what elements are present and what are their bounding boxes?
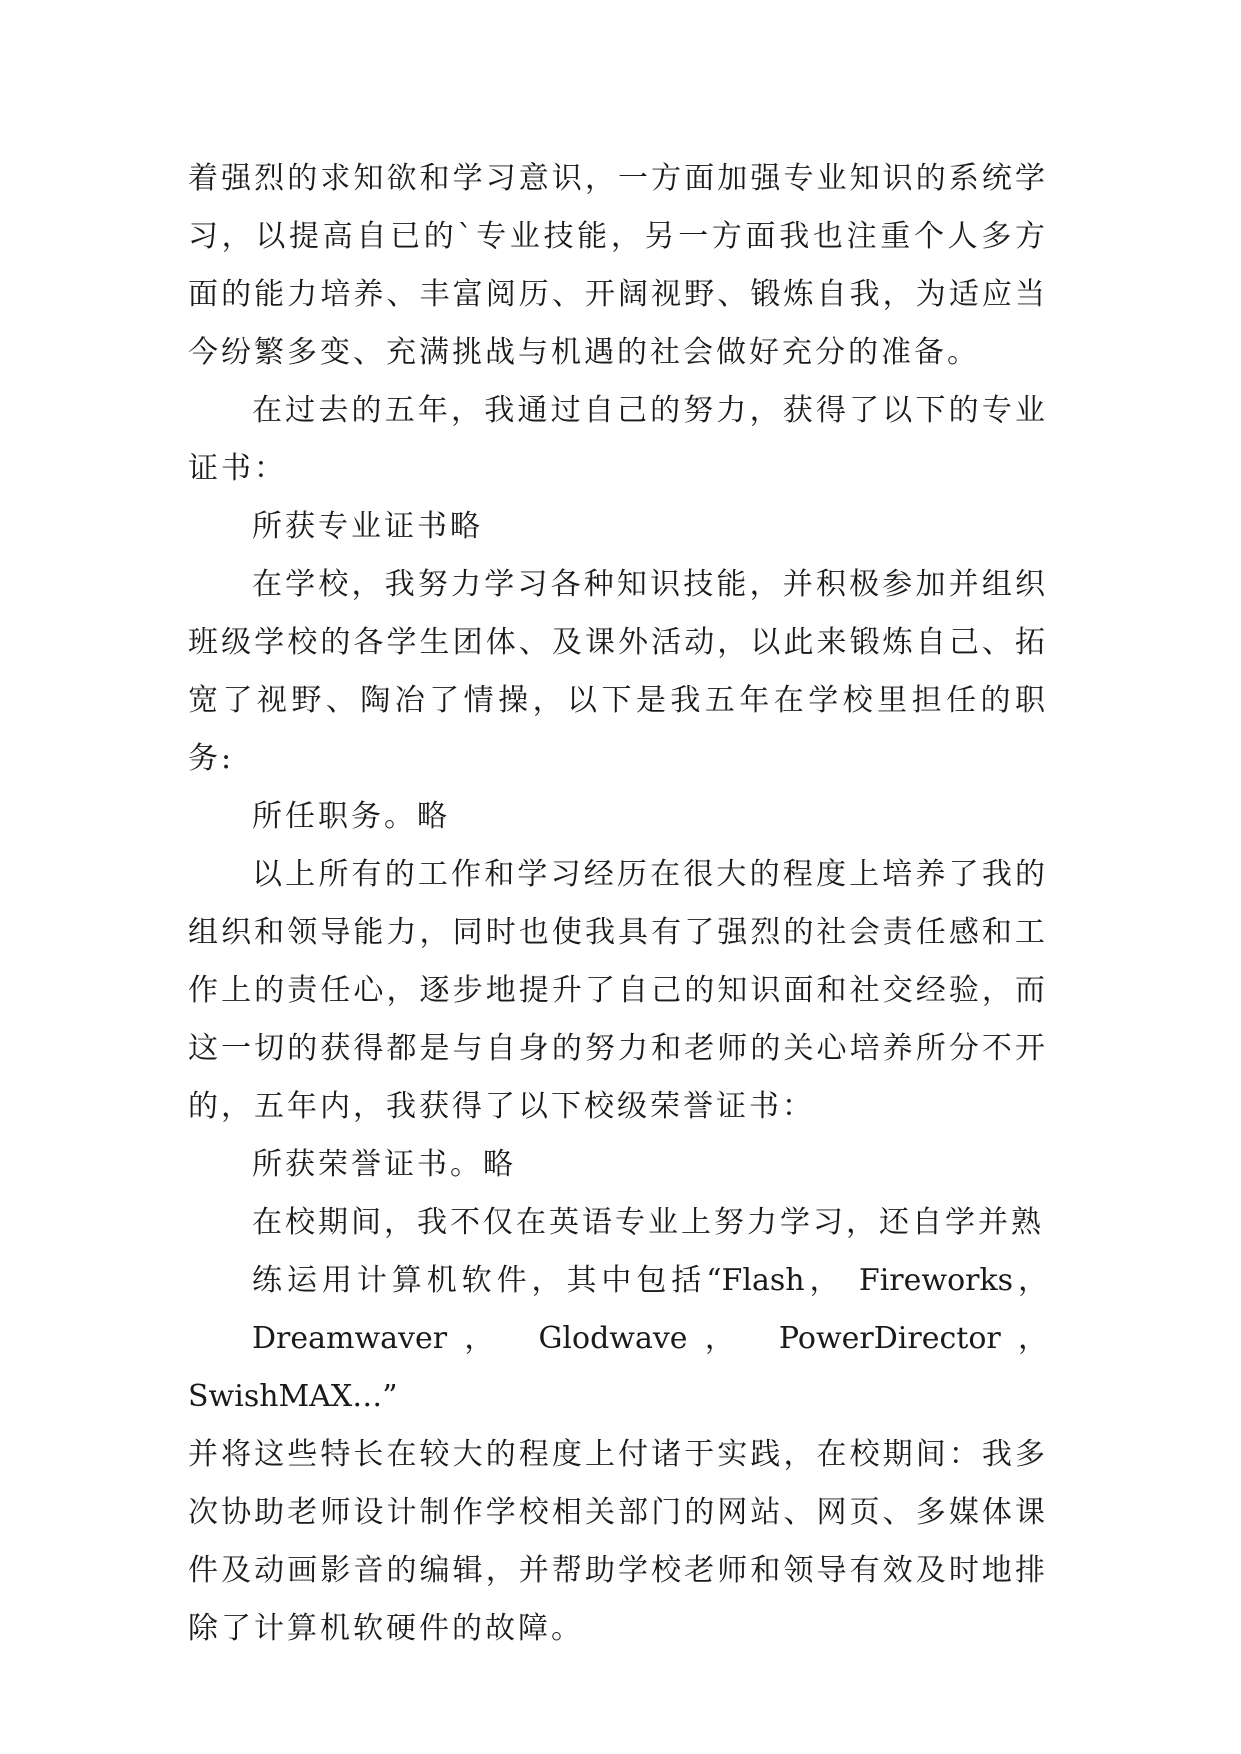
software-line-2: 练运用计算机软件，其中包括“Flash， Fireworks， [252,1263,1048,1298]
paragraph-honors-omitted: 所获荣誉证书。略 [252,1147,516,1182]
paragraph-certificates-omitted: 所获专业证书略 [252,509,483,544]
software-line-3: Dreamwaver， Glodwave， PowerDirector， SwishMAX…” [188,1321,1048,1414]
paragraph-positions-omitted: 所任职务。略 [252,799,450,834]
paragraph-activities: 在学校，我努力学习各种知识技能，并积极参加并组织班级学校的各学生团体、及课外活动，以此来锻炼自己、拓宽了视野、陶冶了情操，以下是我五年在学校里担任的职务: [188,567,1048,776]
paragraph-certificates-intro: 在过去的五年，我通过自己的努力，获得了以下的专业证书： [188,393,1048,486]
software-line-1: 在校期间，我不仅在英语专业上努力学习，还自学并熟 [252,1205,1044,1240]
paragraph-study-intro: 着强烈的求知欲和学习意识，一方面加强专业知识的系统学习，以提高自已的`专业技能，另一方面我也注重个人多方面的能力培养、丰富阅历、开阔视野、锻炼自我，为适应当今纷繁多变、充满挑战与机遇的社会做好充分的准备。 [188,161,1048,370]
paragraph-experience: 以上所有的工作和学习经历在很大的程度上培养了我的组织和领导能力，同时也使我具有了强烈的社会责任感和工作上的责任心，逐步地提升了自己的知识面和社交经验，而这一切的获得都是与自身的努力和老师的关心培养所分不开的，五年内，我获得了以下校级荣誉证书： [188,857,1048,1124]
software-paragraph-rest: 并将这些特长在较大的程度上付诸于实践，在校期间：我多次协助老师设计制作学校相关部门的网站、网页、多媒体课件及动画影音的编辑，并帮助学校老师和领导有效及时地排除了计算机软硬件的故障。 [188,1437,1048,1646]
paragraph-software-skills [188,1194,1048,1658]
document-body [188,150,1048,1658]
